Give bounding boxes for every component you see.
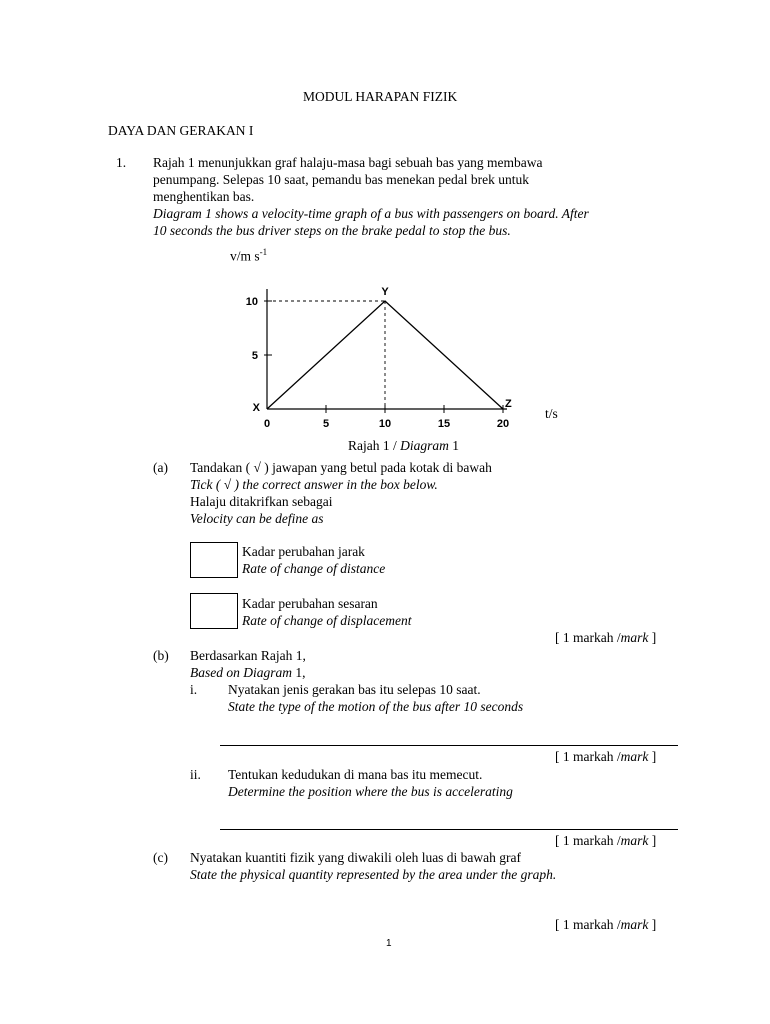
y-axis-title: v/m $s^{-1}$ bbox=[230, 247, 268, 264]
point-label-x: X bbox=[252, 402, 260, 414]
intro-en-line-2: 10 seconds the bus driver steps on the brake pedal to stop the bus. bbox=[153, 223, 511, 238]
y-tick-label-10: 10 bbox=[245, 296, 258, 308]
x-axis-title: t/s bbox=[545, 406, 558, 421]
part-a-instruction-en: Tick ( √ ) the correct answer in the box below. bbox=[190, 477, 438, 492]
x-tick-label-5: 5 bbox=[322, 418, 330, 430]
x-tick-label-0: 0 bbox=[263, 418, 271, 430]
part-a-label: (a) bbox=[153, 460, 168, 475]
marks-part-a: [ 1 markah /mark ] bbox=[555, 630, 657, 645]
intro-ms-line-1: Rajah 1 menunjukkan graf halaju-masa bagi sebuah bas yang membawa bbox=[153, 155, 543, 170]
checkbox-option-displacement[interactable] bbox=[190, 593, 238, 629]
part-b-i-label: i. bbox=[190, 682, 198, 697]
x-tick-label-10: 10 bbox=[378, 418, 392, 430]
intro-ms-line-2: penumpang. Selepas 10 saat, pemandu bas menekan pedal brek untuk bbox=[153, 172, 530, 187]
part-b-ii-text-en: Determine the position where the bus is accelerating bbox=[228, 784, 513, 799]
point-label-z: Z bbox=[505, 398, 512, 410]
part-a-stem-en: Velocity can be define as bbox=[190, 511, 324, 526]
part-b-ii-label: ii. bbox=[190, 767, 201, 782]
part-b-text-ms: Berdasarkan Rajah 1, bbox=[190, 648, 306, 663]
velocity-time-graph bbox=[230, 280, 580, 435]
answer-line-b-i[interactable] bbox=[220, 745, 678, 746]
y-tick-label-5: 5 bbox=[251, 350, 258, 362]
part-a-stem-ms: Halaju ditakrifkan sebagai bbox=[190, 494, 333, 509]
option-2-en: Rate of change of displacement bbox=[242, 613, 412, 628]
marks-part-b-i: [ 1 markah /mark ] bbox=[555, 749, 657, 764]
answer-line-b-ii[interactable] bbox=[220, 829, 678, 830]
option-2-ms: Kadar perubahan sesaran bbox=[242, 596, 378, 611]
question-number: 1. bbox=[116, 155, 127, 170]
diagram-caption: Rajah 1 / Diagram 1 bbox=[348, 438, 460, 453]
intro-en-line-1: Diagram 1 shows a velocity-time graph of a bus with passengers on board. After bbox=[153, 206, 589, 221]
marks-part-c: [ 1 markah /mark ] bbox=[555, 917, 657, 932]
part-b-ii-text-ms: Tentukan kedudukan di mana bas itu memecut. bbox=[228, 767, 483, 782]
part-c-text-ms: Nyatakan kuantiti fizik yang diwakili oleh luas di bawah graf bbox=[190, 850, 522, 865]
option-1-en: Rate of change of distance bbox=[242, 561, 386, 576]
page-number: 1 bbox=[386, 938, 392, 949]
part-b-label: (b) bbox=[153, 648, 169, 663]
page-header: MODUL HARAPAN FIZIK bbox=[303, 89, 458, 104]
intro-ms-line-3: menghentikan bas. bbox=[153, 189, 255, 204]
checkbox-option-distance[interactable] bbox=[190, 542, 238, 578]
part-b-text-en: Based on Diagram 1, bbox=[190, 665, 306, 680]
x-tick-label-15: 15 bbox=[437, 418, 451, 430]
part-b-i-text-ms: Nyatakan jenis gerakan bas itu selepas 10 saat. bbox=[228, 682, 481, 697]
point-label-y: Y bbox=[381, 286, 389, 298]
part-b-i-text-en: State the type of the motion of the bus after 10 seconds bbox=[228, 699, 524, 714]
x-tick-label-20: 20 bbox=[496, 418, 510, 430]
option-1-ms: Kadar perubahan jarak bbox=[242, 544, 365, 559]
part-c-text-en: State the physical quantity represented by the area under the graph. bbox=[190, 867, 557, 882]
part-a-instruction-ms: Tandakan ( √ ) jawapan yang betul pada kotak di bawah bbox=[190, 460, 492, 475]
part-c-label: (c) bbox=[153, 850, 168, 865]
section-title: DAYA DAN GERAKAN I bbox=[108, 123, 254, 138]
marks-part-b-ii: [ 1 markah /mark ] bbox=[555, 833, 657, 848]
